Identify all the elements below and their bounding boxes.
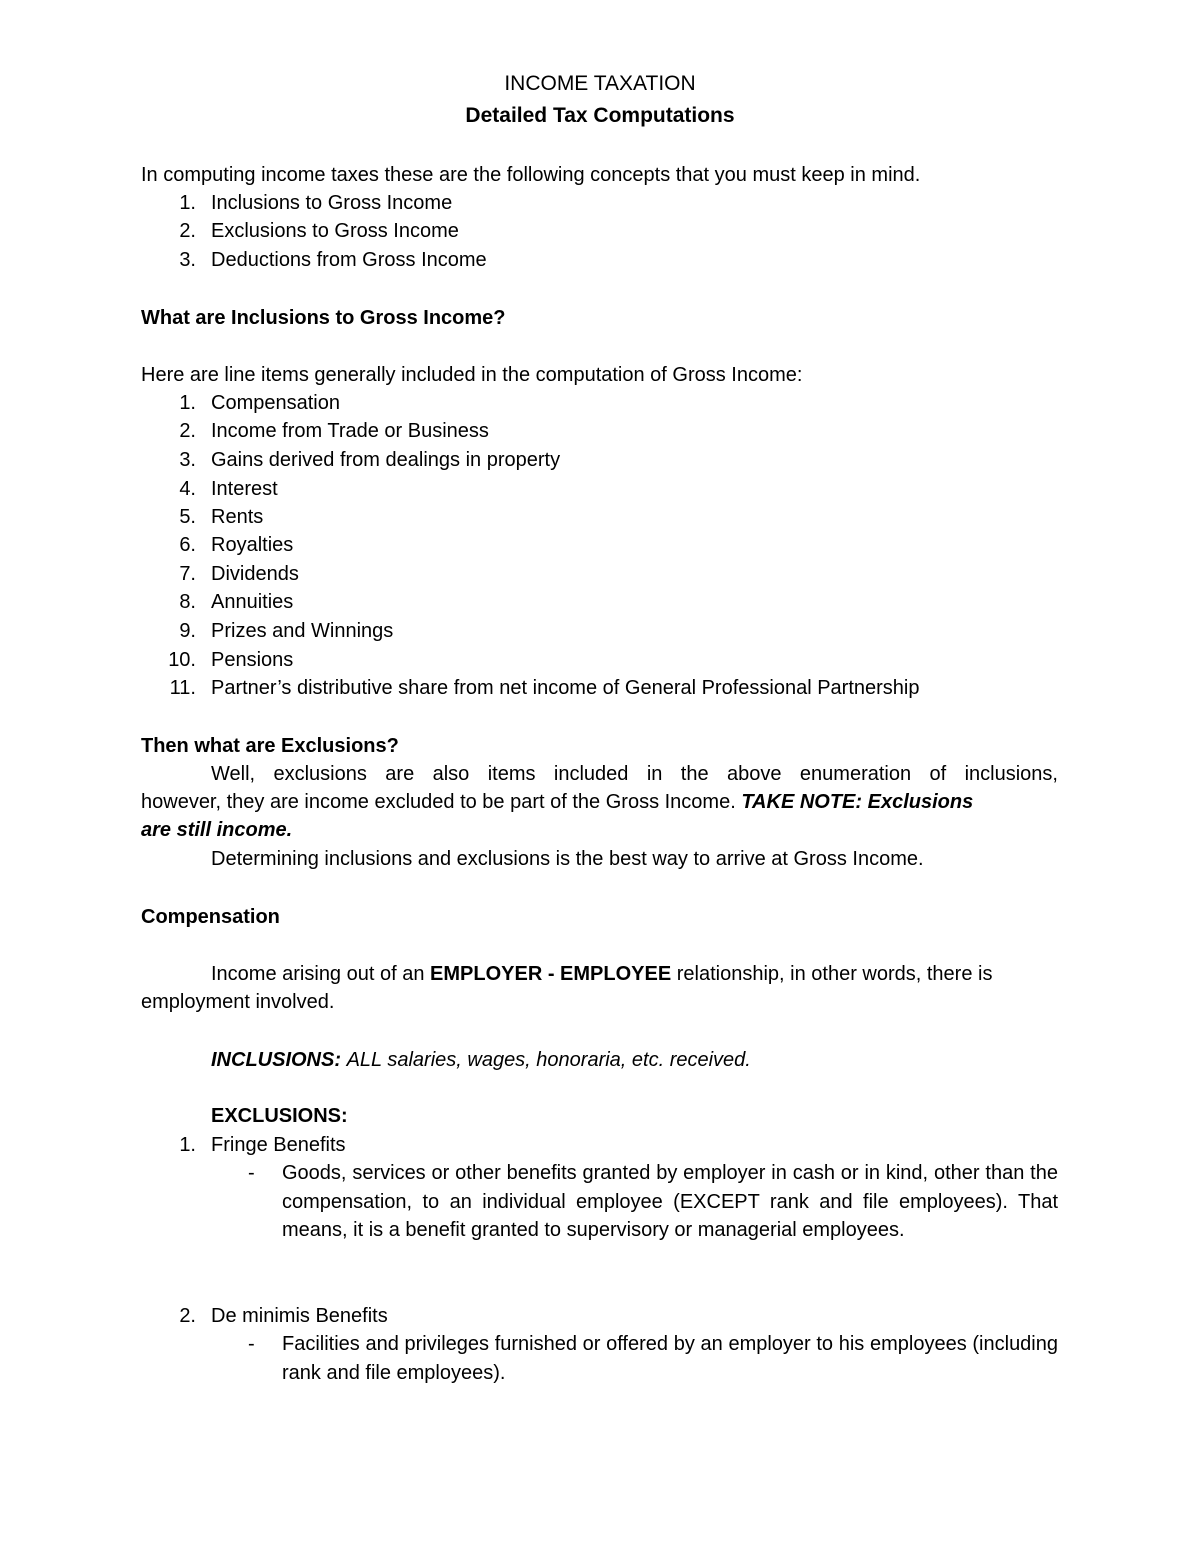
take-note-emphasis: TAKE NOTE: Exclusions xyxy=(741,791,974,813)
list-number: 2. xyxy=(179,220,196,242)
list-text: Inclusions to Gross Income xyxy=(211,192,453,214)
inclusions-intro: Here are line items generally included in the computation of Gross Income: xyxy=(141,364,803,386)
list-text: De minimis Benefits xyxy=(211,1305,388,1327)
list-text: Income from Trade or Business xyxy=(211,420,489,442)
exclusions-heading: Then what are Exclusions? xyxy=(141,735,399,757)
list-number: 1. xyxy=(179,1134,196,1156)
inclusions-heading: What are Inclusions to Gross Income? xyxy=(141,307,506,329)
document-title: INCOME TAXATION xyxy=(504,72,696,95)
list-number: 1. xyxy=(179,392,196,414)
list-number: 3. xyxy=(179,249,196,271)
list-text: Compensation xyxy=(211,392,340,414)
employer-employee-emphasis: EMPLOYER - EMPLOYEE xyxy=(430,963,672,985)
inclusions-label: INCLUSIONS: xyxy=(211,1049,341,1071)
compensation-inclusions xyxy=(211,1048,751,1072)
list-text: Fringe Benefits xyxy=(211,1134,346,1156)
list-number: 8. xyxy=(179,591,196,613)
dash-bullet: - xyxy=(248,1333,255,1355)
dash-bullet: - xyxy=(248,1162,255,1184)
exclusions-label: EXCLUSIONS: xyxy=(211,1105,348,1127)
exclusions-paragraph-2: Determining inclusions and exclusions is the best way to arrive at Gross Income. xyxy=(211,848,924,870)
exclusions-paragraph-line xyxy=(141,790,973,814)
list-number: 7. xyxy=(179,563,196,585)
compensation-paragraph-line: employment involved. xyxy=(141,991,335,1013)
list-number: 1. xyxy=(179,192,196,214)
exclusions-paragraph-line: Well, exclusions are also items included in the above enumeration of inclusions, xyxy=(211,763,1058,785)
list-number: 5. xyxy=(179,506,196,528)
compensation-text: relationship, in other words, there is xyxy=(676,963,993,985)
take-note-emphasis-continued: are still income. xyxy=(141,819,293,841)
list-text: Annuities xyxy=(211,591,294,613)
list-text: Pensions xyxy=(211,649,294,671)
list-text: Gains derived from dealings in property xyxy=(211,449,561,471)
compensation-paragraph-line xyxy=(211,962,992,986)
list-number: 10. xyxy=(168,649,196,671)
list-number: 6. xyxy=(179,534,196,556)
exclusions-paragraph-text: however, they are income excluded to be part of the Gross Income. xyxy=(141,791,736,813)
compensation-text: Income arising out of an xyxy=(211,963,425,985)
list-number: 2. xyxy=(179,1305,196,1327)
list-text: Partner’s distributive share from net income of General Professional Partnership xyxy=(211,677,920,699)
list-text: Deductions from Gross Income xyxy=(211,249,487,271)
list-text: Prizes and Winnings xyxy=(211,620,394,642)
list-text: Exclusions to Gross Income xyxy=(211,220,459,242)
list-number: 11. xyxy=(169,677,196,699)
intro-paragraph: In computing income taxes these are the following concepts that you must keep in mind. xyxy=(141,164,921,186)
list-text: Interest xyxy=(211,478,278,500)
list-number: 2. xyxy=(179,420,196,442)
list-number: 3. xyxy=(179,449,196,471)
list-item-description: Facilities and privileges furnished or offered by an employer to his employees (including rank and file employees). xyxy=(282,1333,1058,1384)
list-number: 4. xyxy=(179,478,196,500)
list-text: Royalties xyxy=(211,534,294,556)
document-subtitle: Detailed Tax Computations xyxy=(465,104,735,127)
inclusions-text: ALL salaries, wages, honoraria, etc. received. xyxy=(346,1049,751,1071)
list-number: 9. xyxy=(179,620,196,642)
compensation-heading: Compensation xyxy=(141,906,280,928)
list-item-description: Goods, services or other benefits granted by employer in cash or in kind, other than the compensation, to an individual employee (EXCEPT rank and file employees). That means, it is a benefit granted to supervisory or managerial employees. xyxy=(282,1162,1058,1241)
list-text: Rents xyxy=(211,506,264,528)
list-text: Dividends xyxy=(211,563,299,585)
